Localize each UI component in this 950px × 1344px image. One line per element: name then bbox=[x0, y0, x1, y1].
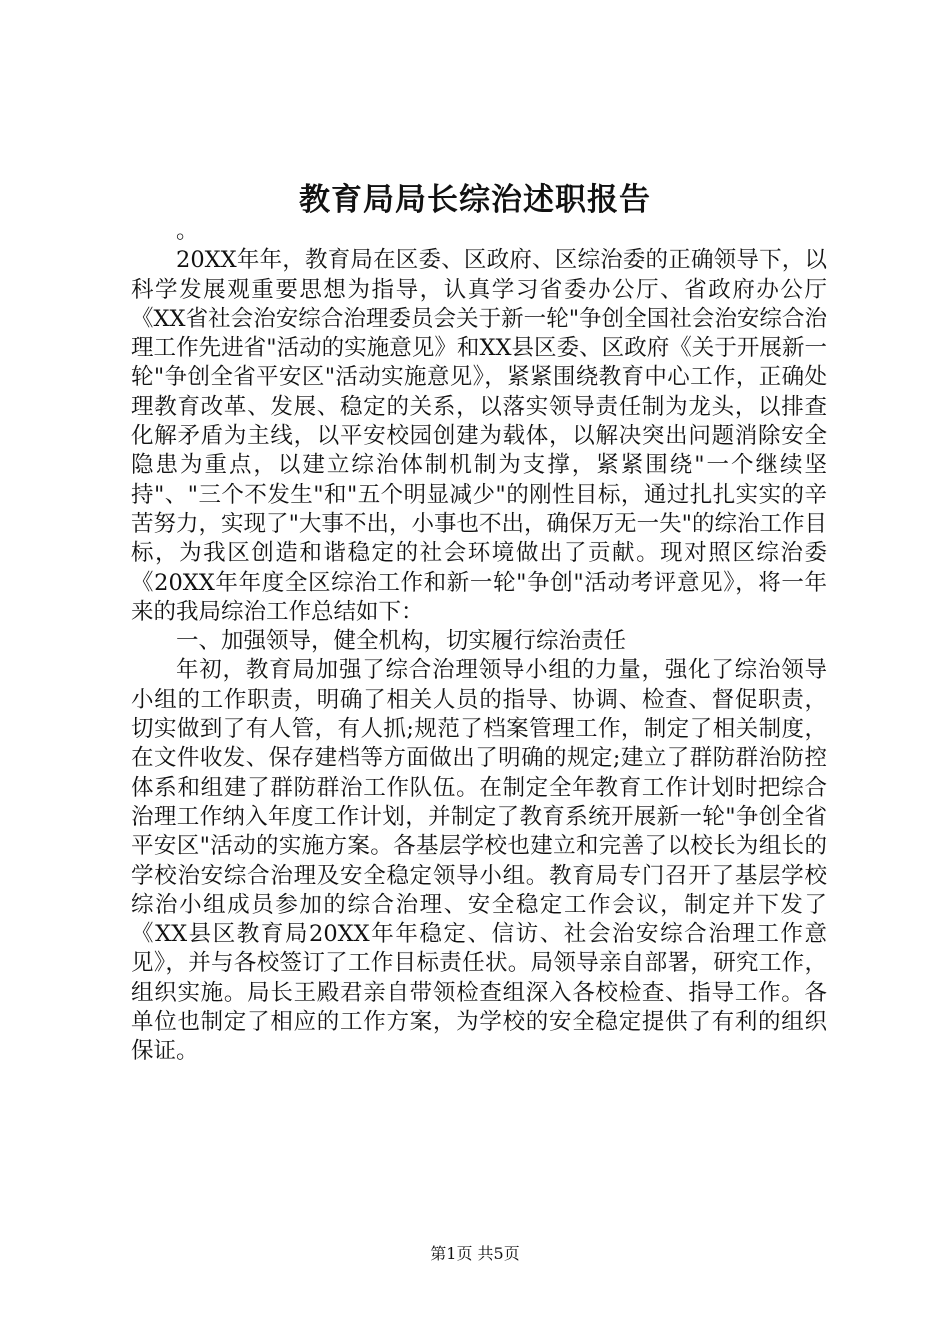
document-body bbox=[131, 217, 827, 1067]
paragraph-section-1: 年初，教育局加强了综合治理领导小组的力量，强化了综治领导小组的工作职责，明确了相关人员的指导、协调、检查、督促职责，切实做到了有人管，有人抓;规范了档案管理工作，制定了相关制度，在文件收发、保存建档等方面做出了明确的规定;建立了群防群治防控体系和组建了群防群治工作队伍。在制定全年教育工作计划时把综合治理工作纳入年度工作计划，并制定了教育系统开展新一轮"争创全省平安区"活动的实施方案。各基层学校也建立和完善了以校长为组长的学校治安综合治理及安全稳定领导小组。教育局专门召开了基层学校综治小组成员参加的综合治理、安全稳定工作会议，制定并下发了《XX县区教育局20XX年年稳定、信访、社会治安综合治理工作意见》，并与各校签订了工作目标责任状。局领导亲自部署，研究工作，组织实施。局长王殿君亲自带领检查组深入各校检查、指导工作。各单位也制定了相应的工作方案，为学校的安全稳定提供了有利的组织保证。 bbox=[131, 657, 827, 1065]
paragraph-mark: 。 bbox=[176, 218, 199, 244]
section-heading: 一、加强领导，健全机构，切实履行综治责任 bbox=[176, 628, 627, 655]
paragraph-intro: 20XX年年，教育局在区委、区政府、区综治委的正确领导下，以科学发展观重要思想为指导，认真学习省委办公厅、省政府办公厅《XX省社会治安综合治理委员会关于新一轮"争创全国社会治安综合治理工作先进省"活动的实施意见》和XX县区委、区政府《关于开展新一轮"争创全省平安区"活动实施意见》，紧紧围绕教育中心工作，正确处理教育改革、发展、稳定的关系，以落实领导责任制为龙头，以排查化解矛盾为主线，以平安校园创建为载体，以解决突出问题消除安全隐患为重点，以建立综治体制机制为支撑，紧紧围绕"一个继续坚持"、"三个不发生"和"五个明显减少"的刚性目标，通过扎扎实实的辛苦努力，实现了"大事不出，小事也不出，确保万无一失"的综治工作目标，为我区创造和谐稳定的社会环境做出了贡献。现对照区综治委《20XX年年度全区综治工作和新一轮"争创"活动考评意见》，将一年来的我局综治工作总结如下： bbox=[131, 247, 827, 625]
page-footer: 第1页 共5页 bbox=[430, 1244, 520, 1263]
document-title: 教育局局长综治述职报告 bbox=[299, 182, 651, 218]
